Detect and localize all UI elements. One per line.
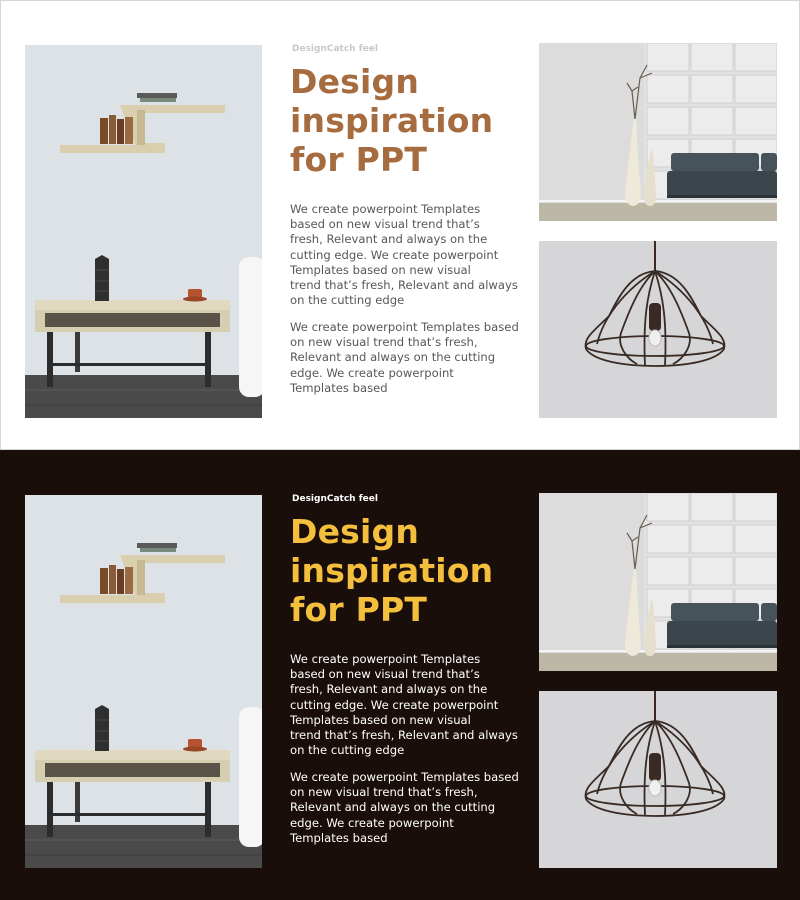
body-paragraph-2: We create powerpoint Templates based on new visual trend that’s fresh, Relevant and always on the cutting edge. We create powerpoint Templates based xyxy=(290,770,519,845)
vase-sofa-photo xyxy=(539,43,777,221)
pendant-lamp-photo xyxy=(539,241,777,418)
body-paragraph-1: We create powerpoint Templates based on new visual trend that’s fresh, Relevant and always on the cutting edge. We create powerpoint Templates based on new visual trend that’s fresh, Relevant and always on the cutting edge xyxy=(290,652,518,758)
slide-title: Design inspiration for PPT xyxy=(290,512,494,629)
brand-tag: DesignCatch feel xyxy=(292,494,378,504)
slide-title: Design inspiration for PPT xyxy=(290,62,494,179)
body-paragraph-2: We create powerpoint Templates based on new visual trend that’s fresh, Relevant and always on the cutting edge. We create powerpoint Templates based xyxy=(290,320,519,395)
dark-slide xyxy=(0,450,800,900)
vase-sofa-photo xyxy=(539,493,777,671)
brand-tag: DesignCatch feel xyxy=(292,44,378,54)
pendant-lamp-photo xyxy=(539,691,777,868)
room-shelf-photo xyxy=(25,45,262,418)
body-paragraph-1: We create powerpoint Templates based on new visual trend that’s fresh, Relevant and always on the cutting edge. We create powerpoint Templates based on new visual trend that’s fresh, Relevant and always on the cutting edge xyxy=(290,202,518,308)
room-shelf-photo xyxy=(25,495,262,868)
